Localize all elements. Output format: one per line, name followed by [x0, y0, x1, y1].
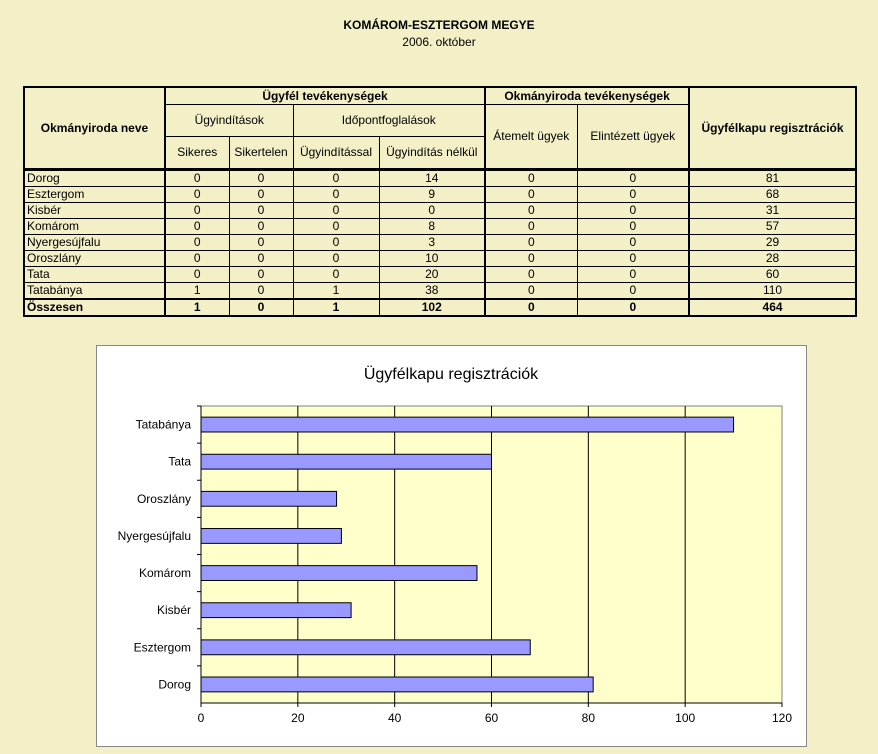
- chart-title: Ügyfélkapu regisztrációk: [363, 366, 539, 383]
- value-cell: 0: [577, 187, 689, 203]
- value-cell: 28: [689, 251, 856, 267]
- col-registrations-header: Ügyfélkapu regisztrációk: [689, 87, 856, 169]
- value-cell: 0: [165, 251, 229, 267]
- col-fail-header: Sikertelen: [229, 137, 293, 169]
- value-cell: 38: [379, 283, 485, 300]
- bar: [201, 454, 492, 469]
- x-tick-label: 20: [291, 711, 305, 725]
- office-name-cell: Tata: [24, 267, 165, 283]
- value-cell: 20: [379, 267, 485, 283]
- value-cell: 9: [379, 187, 485, 203]
- value-cell: 0: [485, 251, 577, 267]
- sub-appointments-header: Időpontfoglalások: [293, 105, 485, 137]
- page-subtitle: 2006. október: [402, 35, 476, 49]
- value-cell: 0: [293, 251, 379, 267]
- value-cell: 0: [577, 219, 689, 235]
- office-name-cell: Összesen: [24, 299, 165, 316]
- col-transferred-header: Átemelt ügyek: [485, 105, 577, 169]
- office-name-cell: Tatabánya: [24, 283, 165, 300]
- office-name-cell: Oroszlány: [24, 251, 165, 267]
- value-cell: 0: [293, 267, 379, 283]
- bar: [201, 417, 734, 432]
- value-cell: 14: [379, 170, 485, 187]
- value-cell: 0: [165, 187, 229, 203]
- col-success-header: Sikeres: [165, 137, 229, 169]
- col-office-header: Okmányiroda neve: [24, 87, 165, 169]
- bar: [201, 677, 593, 692]
- value-cell: 0: [293, 219, 379, 235]
- value-cell: 0: [165, 219, 229, 235]
- value-cell: 0: [293, 235, 379, 251]
- value-cell: 8: [379, 219, 485, 235]
- col-without-init-header: Ügyindítás nélkül: [379, 137, 485, 169]
- office-name-cell: Kisbér: [24, 203, 165, 219]
- value-cell: 464: [689, 299, 856, 316]
- value-cell: 1: [293, 299, 379, 316]
- office-name-cell: Esztergom: [24, 187, 165, 203]
- category-label: Oroszlány: [136, 491, 191, 506]
- value-cell: 0: [229, 251, 293, 267]
- value-cell: 0: [229, 283, 293, 300]
- value-cell: 1: [165, 283, 229, 300]
- bar: [201, 491, 337, 506]
- x-tick-label: 0: [197, 711, 205, 725]
- value-cell: 0: [229, 187, 293, 203]
- office-name-cell: Dorog: [24, 170, 165, 187]
- bar-chart: [97, 346, 806, 746]
- office-name-cell: Komárom: [24, 219, 165, 235]
- value-cell: 0: [577, 203, 689, 219]
- value-cell: 0: [485, 267, 577, 283]
- group-client-header: Ügyfél tevékenységek: [165, 87, 485, 105]
- value-cell: 1: [293, 283, 379, 300]
- value-cell: 60: [689, 267, 856, 283]
- value-cell: 0: [577, 299, 689, 316]
- value-cell: 0: [229, 203, 293, 219]
- value-cell: 3: [379, 235, 485, 251]
- office-name-cell: Nyergesújfalu: [24, 235, 165, 251]
- value-cell: 0: [485, 283, 577, 300]
- value-cell: 0: [229, 219, 293, 235]
- value-cell: 0: [577, 235, 689, 251]
- bar: [201, 566, 477, 581]
- table-row: [24, 251, 856, 267]
- x-tick-label: 120: [771, 711, 793, 725]
- table-row: [24, 267, 856, 283]
- value-cell: 0: [229, 170, 293, 187]
- value-cell: 29: [689, 235, 856, 251]
- value-cell: 110: [689, 283, 856, 300]
- col-with-init-header: Ügyindítással: [293, 137, 379, 169]
- value-cell: 0: [293, 187, 379, 203]
- value-cell: 1: [165, 299, 229, 316]
- value-cell: 0: [485, 203, 577, 219]
- value-cell: 0: [229, 267, 293, 283]
- value-cell: 0: [485, 219, 577, 235]
- group-office-header: Okmányiroda tevékenységek: [485, 87, 689, 105]
- table-row: [24, 235, 856, 251]
- page-title: KOMÁROM-ESZTERGOM MEGYE: [343, 18, 535, 32]
- total-row: [24, 299, 856, 316]
- value-cell: 0: [165, 235, 229, 251]
- category-label: Komárom: [138, 566, 191, 581]
- bar: [201, 603, 351, 618]
- value-cell: 0: [485, 299, 577, 316]
- value-cell: 0: [165, 170, 229, 187]
- data-table: [23, 86, 857, 317]
- category-label: Dorog: [158, 677, 191, 692]
- bar: [201, 640, 530, 655]
- value-cell: 0: [229, 235, 293, 251]
- category-label: Nyergesújfalu: [117, 528, 191, 543]
- value-cell: 0: [165, 267, 229, 283]
- value-cell: 0: [485, 170, 577, 187]
- bar: [201, 529, 341, 544]
- value-cell: 0: [485, 187, 577, 203]
- value-cell: 0: [485, 235, 577, 251]
- value-cell: 0: [577, 251, 689, 267]
- col-completed-header: Elintézett ügyek: [577, 105, 689, 169]
- chart-panel: [96, 345, 807, 747]
- value-cell: 0: [293, 170, 379, 187]
- x-tick-label: 100: [675, 711, 696, 725]
- value-cell: 57: [689, 219, 856, 235]
- value-cell: 68: [689, 187, 856, 203]
- header: [0, 18, 878, 49]
- x-tick-label: 40: [387, 711, 402, 725]
- value-cell: 10: [379, 251, 485, 267]
- value-cell: 0: [577, 283, 689, 300]
- table-row: [24, 187, 856, 203]
- value-cell: 0: [577, 170, 689, 187]
- value-cell: 0: [229, 299, 293, 316]
- table-row: [24, 283, 856, 300]
- category-label: Kisbér: [156, 603, 191, 618]
- x-tick-label: 60: [484, 711, 499, 725]
- category-label: Tata: [168, 454, 191, 469]
- category-label: Esztergom: [133, 640, 191, 655]
- value-cell: 0: [577, 267, 689, 283]
- table-row: [24, 170, 856, 187]
- category-label: Tatabánya: [135, 417, 191, 432]
- value-cell: 0: [165, 203, 229, 219]
- sub-initiations-header: Ügyindítások: [165, 105, 293, 137]
- table-row: [24, 219, 856, 235]
- x-tick-label: 80: [581, 711, 596, 725]
- value-cell: 0: [379, 203, 485, 219]
- value-cell: 81: [689, 170, 856, 187]
- value-cell: 0: [293, 203, 379, 219]
- table-row: [24, 203, 856, 219]
- value-cell: 102: [379, 299, 485, 316]
- value-cell: 31: [689, 203, 856, 219]
